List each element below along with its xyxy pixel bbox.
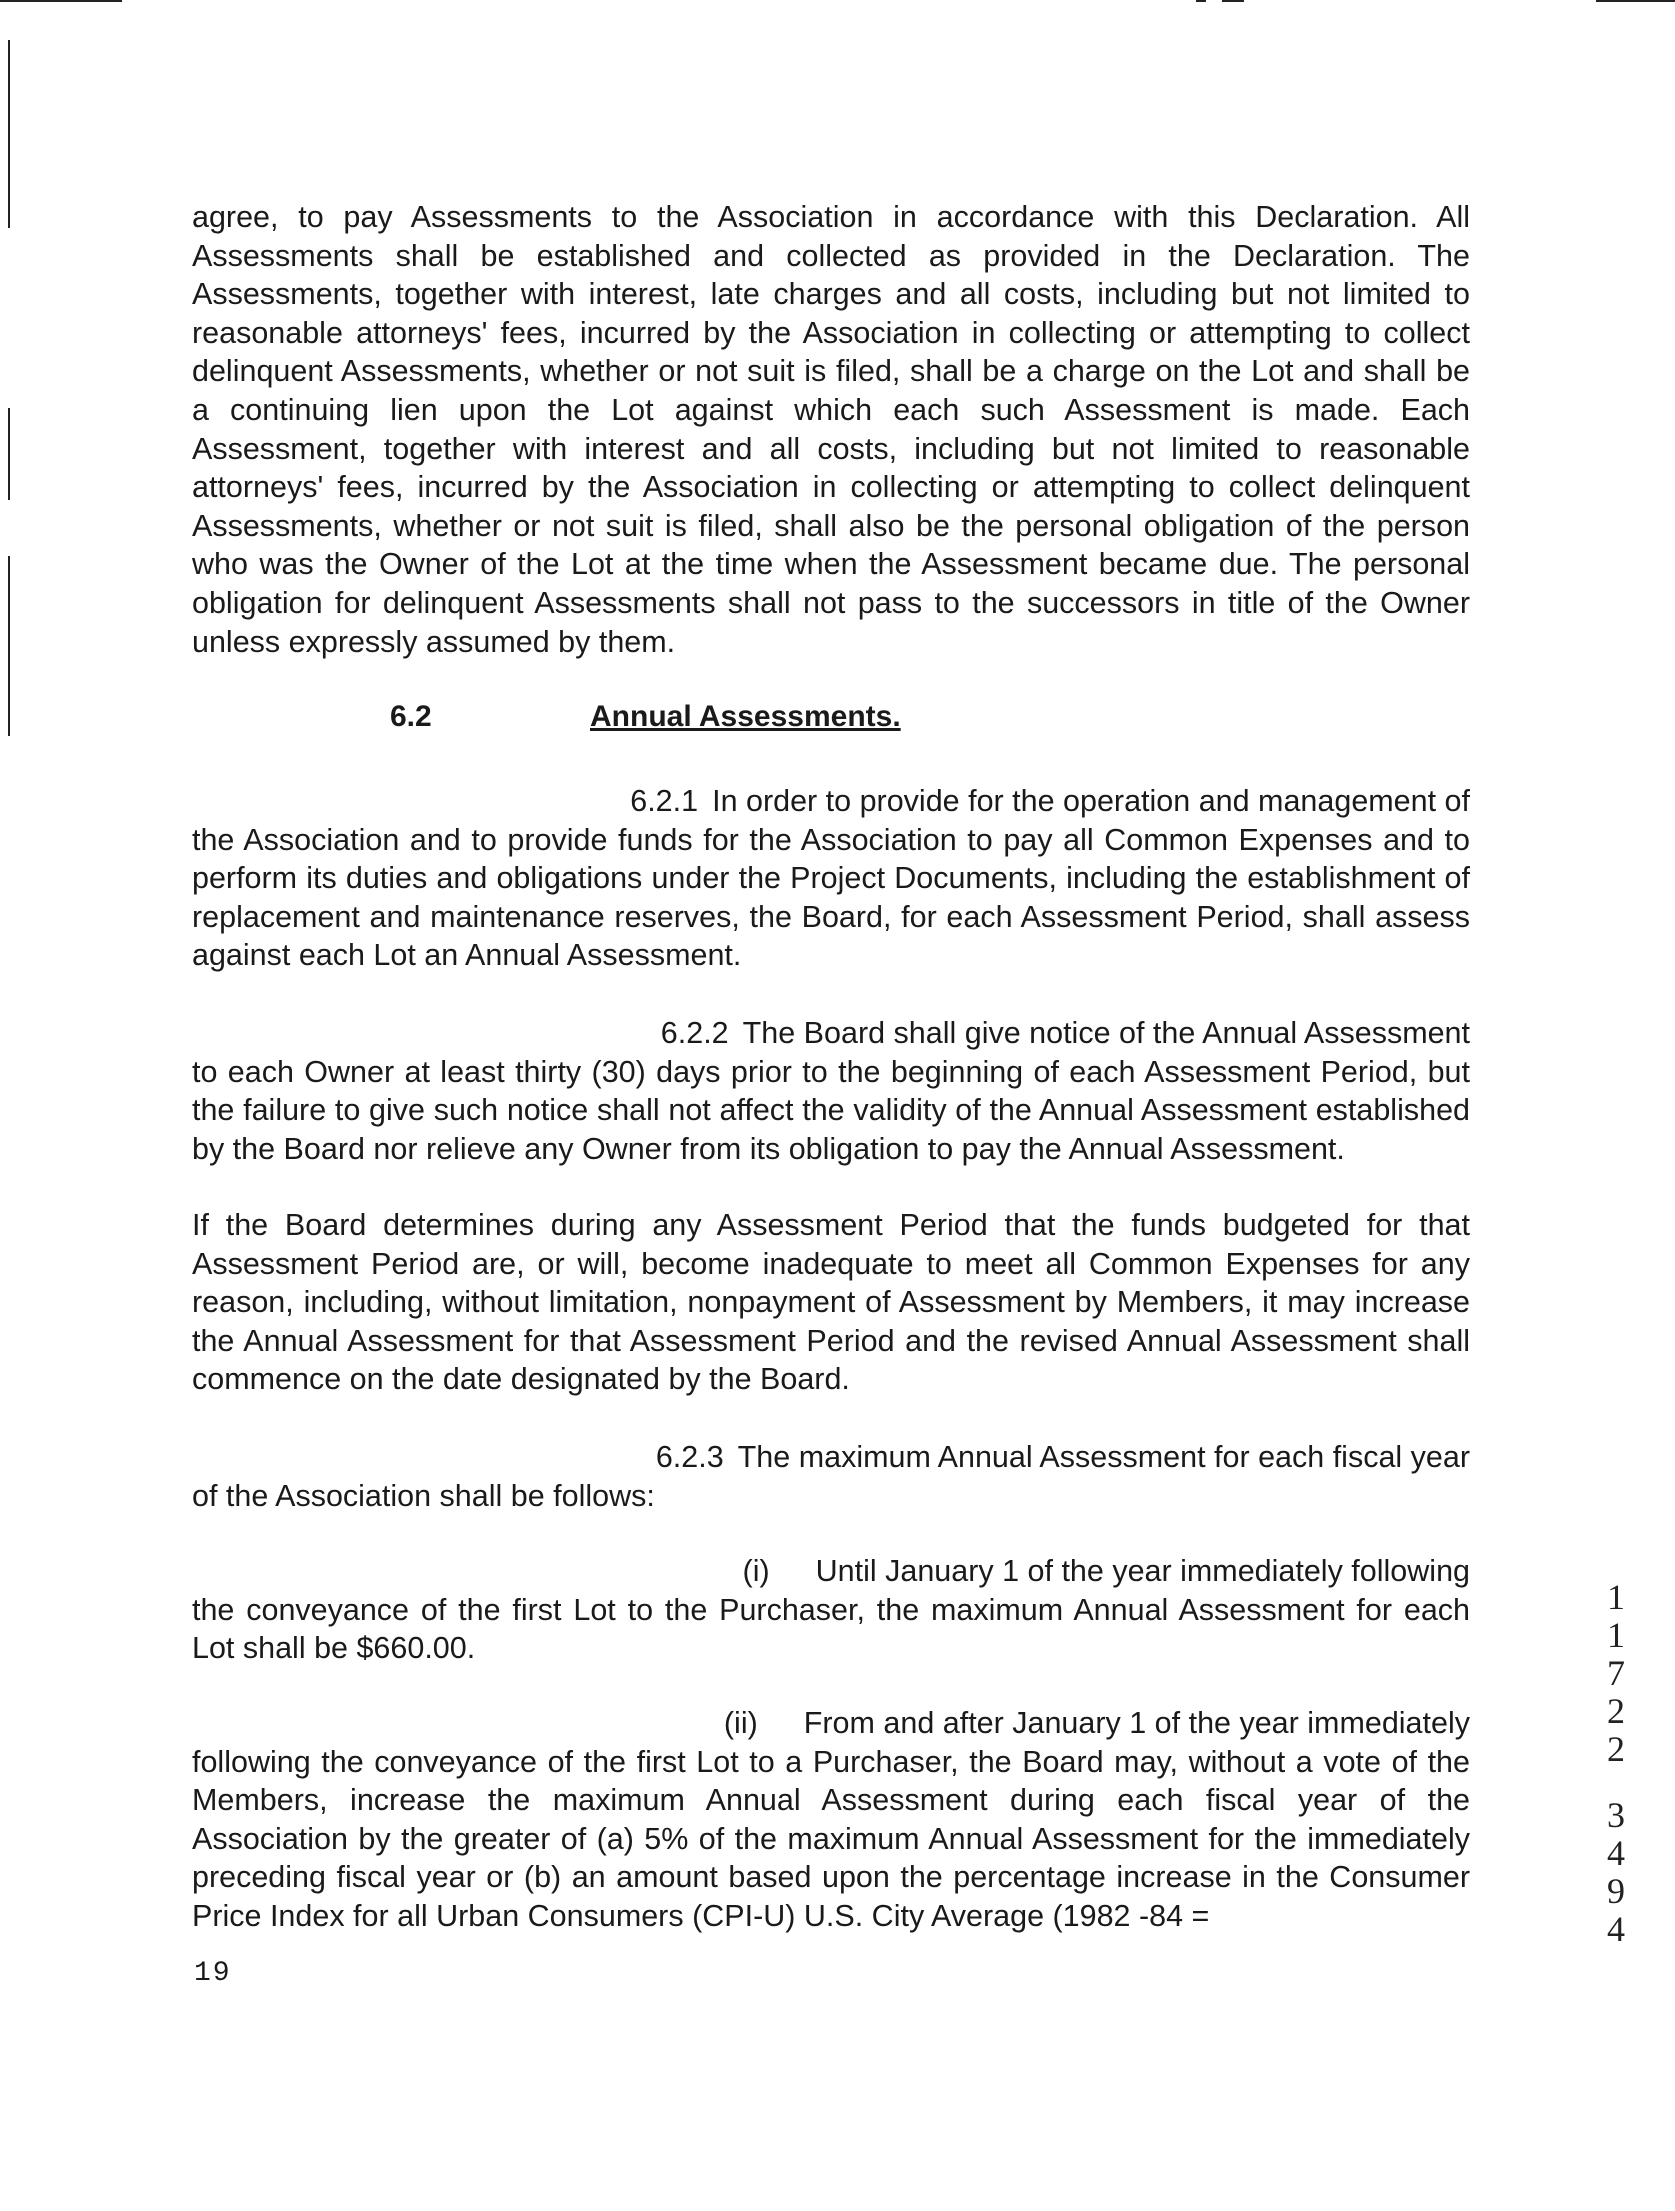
- stamp-digit: 9: [1607, 1871, 1625, 1911]
- stamp-digit: 1: [1607, 1615, 1625, 1655]
- stamp-digit: 2: [1607, 1729, 1625, 1769]
- scan-left-bar-2: [8, 408, 10, 500]
- item-body: the conveyance of the first Lot to the Purchaser, the maximum Annual Assessment for each Lot shall be $660.00.: [192, 1592, 1470, 1666]
- stamp-digit: 4: [1607, 1909, 1625, 1949]
- paragraph-lead: The maximum Annual Assessment for each fiscal year: [737, 1440, 1470, 1474]
- item-i: [192, 1552, 1470, 1668]
- stamp-digit: 2: [1607, 1691, 1625, 1731]
- stamp-digit: 3: [1607, 1795, 1625, 1835]
- stamp-digit: 7: [1607, 1653, 1625, 1693]
- item-number: (ii): [723, 1706, 758, 1740]
- paragraph-number: 6.2.1: [630, 784, 699, 818]
- intro-paragraph: agree, to pay Assessments to the Association in accordance with this Declaration. All Assessments shall be established and collected as provided in the Declaration. The Assessments, together with interest, late charges and all costs, including but not limited to reasonable attorneys' fees, incurred by the Association in collecting or attempting to collect delinquent Assessments, whether or not suit is filed, shall be a charge on the Lot and shall be a continuing lien upon the Lot against which each such Assessment is made. Each Assessment, together with interest and all costs, including but not limited to reasonable attorneys' fees, incurred by the Association in collecting or attempting to collect delinquent Assessments, whether or not suit is filed, shall also be the personal obligation of the person who was the Owner of the Lot at the time when the Assessment became due. The personal obligation for delinquent Assessments shall not pass to the successors in title of the Owner unless expressly assumed by them.: [192, 200, 1470, 659]
- paragraph-first-line: [192, 1014, 1470, 1053]
- paragraph-first-line: [192, 1438, 1470, 1477]
- scan-left-bar-3: [8, 556, 10, 736]
- scan-top-left-rule: [0, 0, 122, 2]
- paragraph-body: the Association and to provide funds for the Association to pay all Common Expenses and to perform its duties and obligations under the Project Documents, including the establishment of replacement and maintenance reserves, the Board, for each Assessment Period, shall assess against each Lot an Annual Assessment.: [192, 822, 1470, 973]
- paragraph-lead: The Board shall give notice of the Annual Assessment: [742, 1016, 1470, 1050]
- paragraph-6-2-2-continuation: If the Board determines during any Assessment Period that the funds budgeted for that Assessment Period are, or will, become inadequate to meet all Common Expenses for any reason, including, without limitation, nonpayment of Assessment by Members, it may increase the Annual Assessment for that Assessment Period and the revised Annual Assessment shall commence on the date designated by the Board.: [192, 1208, 1470, 1397]
- section-title: Annual Assessments.: [590, 700, 901, 733]
- paragraph-first-line: [192, 782, 1470, 821]
- paragraph-number: 6.2.3: [655, 1440, 724, 1474]
- item-lead: Until January 1 of the year immediately following: [815, 1554, 1470, 1588]
- paragraph-body: to each Owner at least thirty (30) days prior to the beginning of each Assessment Period, but the failure to give such notice shall not affect the validity of the Annual Assessment established by the Board nor relieve any Owner from its obligation to pay the Annual Assessment.: [192, 1054, 1470, 1166]
- item-number: (i): [742, 1554, 770, 1588]
- item-body: following the conveyance of the first Lot to a Purchaser, the Board may, without a vote of the Members, increase the maximum Annual Assessment during each fiscal year of the Association by the greater of (a) 5% of the maximum Annual Assessment for the immediately preceding fiscal year or (b) an amount based upon the percentage increase in the Consumer Price Index for all Urban Consumers (CPI-U) U.S. City Average (1982 -84 =: [192, 1744, 1470, 1933]
- scan-top-right-rule: [1596, 0, 1675, 2]
- stamp-digit: 4: [1607, 1833, 1625, 1873]
- item-ii: [192, 1704, 1470, 1936]
- paragraph-6-2-2: [192, 1014, 1470, 1168]
- item-first-line: [192, 1704, 1470, 1743]
- section-heading: [390, 700, 901, 734]
- paragraph-number: 6.2.2: [660, 1016, 729, 1050]
- scan-top-mid-mark: [1196, 0, 1206, 2]
- paragraph-lead: In order to provide for the operation and management of: [712, 784, 1470, 818]
- recording-number-stamp: [1596, 1578, 1636, 1948]
- item-lead: From and after January 1 of the year immediately: [803, 1706, 1470, 1740]
- scan-left-bar-1: [8, 40, 10, 228]
- page-number: 19: [194, 1958, 232, 1989]
- section-number: 6.2: [390, 700, 432, 733]
- stamp-digit: 1: [1607, 1577, 1625, 1617]
- scan-top-mid-rule: [1222, 0, 1244, 2]
- item-first-line: [192, 1552, 1470, 1591]
- paragraph-6-2-1: [192, 782, 1470, 975]
- stamp-gap: [1596, 1768, 1636, 1796]
- paragraph-body: of the Association shall be follows:: [192, 1478, 655, 1513]
- paragraph-6-2-3: [192, 1438, 1470, 1515]
